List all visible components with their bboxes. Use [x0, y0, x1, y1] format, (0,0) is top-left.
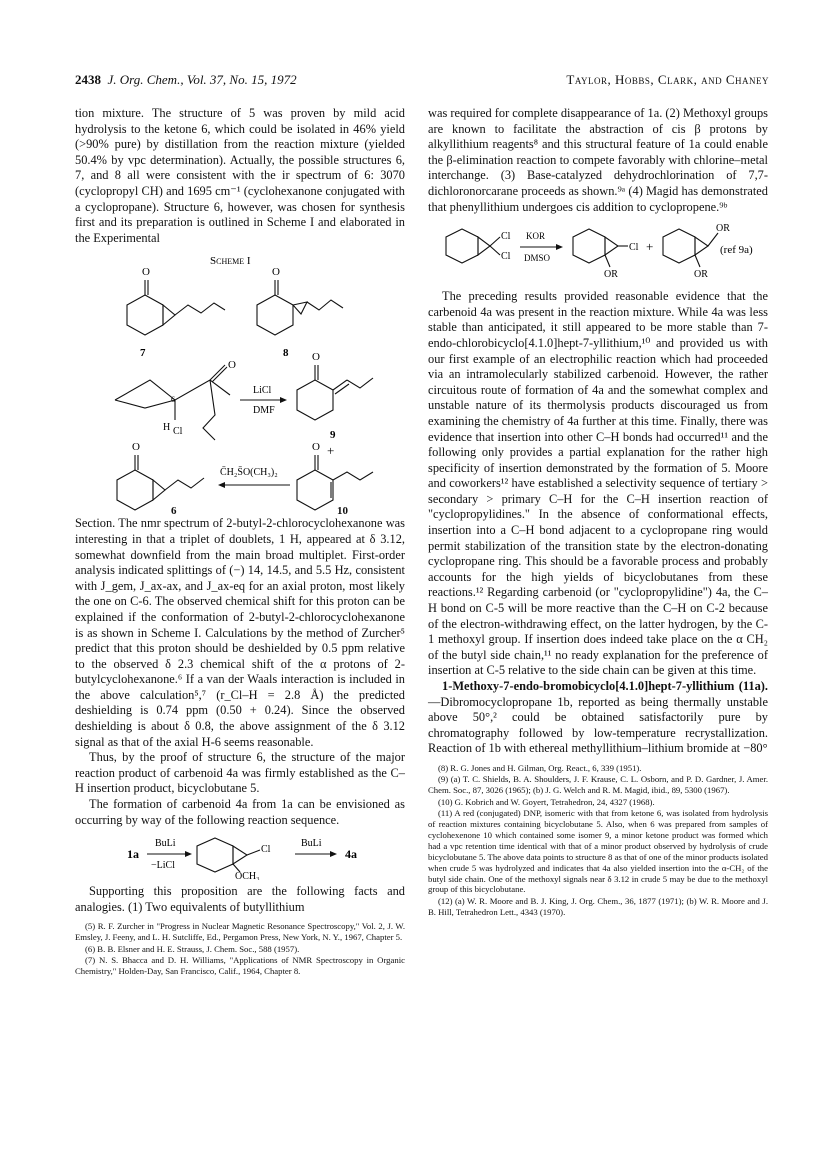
structure-10 [297, 455, 373, 510]
left-paragraph-2: Section. The nmr spectrum of 2-butyl-2-chlorocyclohexanone was interesting in that a triplet of doublets, 1 H, appeared at δ 3.12, somewhat downfield from the main broad multiplet. First-order analysis indicated splittings of (−) 14, 14.5, and 5.5 Hz, consistent with J_gem, J_ax-ax, and J_ax-eq for an axial proton, most likely the one on C-6. The observed chemical shift for this proton can be explained if the conformation of 2-butyl-2-chlorocyclohexanone is as shown in Scheme I. Calculations by the method of Zurcher⁵ predict that this proton should be deshielded by 0.5 ppm relative to the observed δ 2.3 chemical shift of the α protons of 2-butylcyclohexanone.⁶ If a van der Waals interaction is included in the above calculation⁵,⁷ (r_Cl–H = 2.8 Å) the predicted deshielding is 0.74 ppm (0.50 + 0.24). Since the observed deshielding is about δ 0.8, the above assignment of the δ 3.12 signal as that of the axial H-6 seems reasonable. [75, 516, 405, 749]
footnote-11: (11) A red (conjugated) DNP, isomeric with that from ketone 6, was isolated from hydrolysis of reaction mixtures containing bicyclobutane 5. Also, when 6 was prepared from samples of cyclohexenone 10 which contained some isomer 9, a minor ketone product was formed which had a vpc retention time identical with that of a minor product observed by hydrolysis of crude bicyclobutane 5. The above data points to structure 8 as that of one of the minor products isolated when crude 5 was hydrolyzed and indicates that 4a also yielded insertion into the α-CH₂ of the butyl side chain. One of the methoxyl signals near δ 3.12 in crude 5 may be due to the methoxyl group of this bicyclobutane. [428, 808, 768, 895]
scheme-title: Scheme I [210, 255, 251, 268]
label-7: 7 [140, 347, 146, 360]
footnote-5: (5) R. F. Zurcher in "Progress in Nuclear Magnetic Resonance Spectroscopy," Vol. 2, J. W. Emsley, J. Feeny, and L. H. Sutcliffe, Ed., Pergamon Press, New York, N. Y., 1967, Chapter 5. [75, 921, 405, 943]
left-column [75, 106, 405, 977]
left-paragraph-3: Thus, by the proof of structure 6, the structure of the major reaction product of carbenoid 4a was firmly established as the C–H insertion product, bicyclobutane 5. [75, 750, 405, 796]
right-paragraph-1: was required for complete disappearance of 1a. (2) Methoxyl groups are known to facilitate the abstraction of cis β protons by alkyllithium reagents⁸ and this structural feature of 1a could enable the β-elimination reaction to compete favorably with chlorine–metal interchange. (3) Base-catalyzed dehydrochlorination of 7,7-dichloronorcarane proceeds as shown.⁹ᵃ (4) Magid has demonstrated that phenyllithium undergoes cis addition to cyclopropene.⁹ᵇ [428, 106, 768, 214]
label-or: OR [694, 269, 708, 281]
product-structure-1 [573, 229, 628, 267]
structure-6 [117, 455, 204, 510]
label-dmf: DMF [253, 405, 275, 417]
structure-9 [297, 365, 373, 420]
dichloronorcarane-structure [446, 229, 500, 263]
label-och3: OCH₃ [235, 871, 260, 881]
label-buli-2: BuLi [301, 838, 322, 850]
label-cl: Cl [501, 231, 511, 243]
label-kor: KOR [526, 231, 546, 242]
plus-sign: + [327, 443, 335, 459]
left-paragraph-1: tion mixture. The structure of 5 was proven by mild acid hydrolysis to the ketone 6, which could be isolated in 46% yield (>90% pure) by distillation from the reaction mixture (yielded 50.4% by vpc determination). Actually, the possible structures 6, 7, and 8 all were consistent with the ir spectrum of 6: 3070 (cyclopropyl CH) and 1695 cm⁻¹ (cyclohexanone conjugated with a cyclopropane). Structure 6, however, was chosen for synthesis first and its preparation is outlined in Scheme I and elaborated in the Experimental [75, 106, 405, 245]
label-o: O [132, 441, 140, 454]
footnote-8: (8) R. G. Jones and H. Gilman, Org. React., 6, 339 (1951). [438, 762, 642, 773]
footnote-9: (9) (a) T. C. Shields, B. A. Shoulders, J. F. Krause, C. L. Osborn, and P. D. Gardner, J. Amer. Chem. Soc., 87, 3026 (1965); (b) J. G. Welch and R. M. Magid, ibid., 89, 5300 (1967). [428, 774, 768, 796]
label-1a: 1a [127, 847, 139, 862]
arrowhead [330, 851, 337, 857]
label-9: 9 [330, 429, 336, 442]
label-dmso: DMSO [524, 253, 551, 264]
header-left [75, 72, 297, 88]
page-number: 2438 [75, 72, 101, 87]
left-footnotes [75, 921, 405, 977]
footnote-7: (7) N. S. Bhacca and D. H. Williams, "Applications of NMR Spectroscopy in Organic Chemistry," Holden-Day, San Francisco, Calif., 1964, Chapter 8. [75, 955, 405, 977]
label-licl: LiCl [253, 385, 272, 397]
label-c6-position: 6 [171, 395, 175, 405]
product-structure-2 [663, 229, 718, 267]
arrowhead [556, 244, 563, 250]
right-paragraph-3 [428, 679, 768, 757]
label-h: H [163, 422, 171, 434]
structure-7 [127, 280, 225, 335]
right-footnotes [428, 763, 768, 918]
label-o: O [272, 266, 280, 279]
label-cl: Cl [501, 251, 511, 263]
label-o: O [312, 441, 320, 454]
label-o: O [142, 266, 150, 279]
journal-citation: J. Org. Chem., Vol. 37, No. 15, 1972 [107, 72, 297, 87]
header-authors: Taylor, Hobbs, Clark, and Chaney [566, 72, 769, 87]
footnote-10: (10) G. Kobrich and W. Goyert, Tetrahedron, 24, 4327 (1968). [438, 796, 655, 807]
label-or: OR [604, 269, 618, 281]
label-dimsyl: C̄H₂S̄O(CH₃)₂ [220, 467, 278, 479]
section-body: —Dibromocyclopropane 1b, reported as being thermally unstable above 50°,² could be obtained satisfactorily pure by chromatography followed by low-temperature recrystallization. Reaction of 1b with ethereal methyllithium–lithium bromide at −80° [428, 694, 768, 756]
right-column [428, 106, 768, 918]
plus-sign: + [646, 239, 654, 255]
label-cl: Cl [629, 242, 639, 254]
right-paragraph-2: The preceding results provided reasonable evidence that the carbenoid 4a was present in the reaction mixture. While 4a was less stable than anticipated, it still appeared to be more stable than 7-endo-chlorobicyclo[4.1.0]hept-7-yllithium,¹⁰ and provided us with our first example of an electrophilic reaction which had proceeded via an intramolecularly stabilized carbenoid. However, the rather circuitous route of formation of 4a and the somewhat complex and unstable nature of its thermolysis products discouraged us from examining the chemistry of 4a further at this time. Finally, there was evidence that insertion into other C–H bonds had occurred¹¹ and the following only provides a partial explanation for the rather high specificity of insertion demonstrated by the formation of 5. Moore and coworkers¹² have established a selectivity sequence of tertiary > secondary > primary C–H for the C–H insertion reaction of "cyclopropylidines." In the absence of conformational effects, insertion into a C–H bond adjacent to a cyclopropane ring would permit stabilization of the transition state by the electron-donating cyclopropane ring. This should be a favorable process and probably accounts for the high yields of bicyclobutanes from these reactions.¹² Regarding carbenoid (or "cyclopropylidine") 4a, the C–H bond on C-5 will be more reactive than the C–H on C-2 because of the electron-withdrawing effect, on the latter hydrogen, by the C-1 methoxyl group. If insertion does indeed take place on the α CH₂ of the butyl side chain,¹¹ no ready explanation for the preference of insertion at C-5 relative to the side chain can be given at this time. [428, 289, 768, 678]
label-cl: Cl [261, 844, 271, 856]
arrowhead [280, 397, 287, 403]
label-minus-licl: −LiCl [151, 860, 175, 872]
left-paragraph-5: Supporting this proposition are the following facts and analogies. (1) Two equivalents of butyllithium [75, 884, 405, 914]
arrowhead [218, 482, 225, 488]
label-10: 10 [337, 505, 348, 518]
page-header [75, 72, 769, 92]
reaction-sequence-2 [428, 219, 768, 285]
section-heading: 1-Methoxy-7-endo-bromobicyclo[4.1.0]hept-7-yllithium (11a). [442, 679, 768, 693]
label-o: O [228, 359, 236, 372]
label-ref-9a: (ref 9a) [720, 244, 753, 257]
label-o: O [312, 351, 320, 364]
footnote-12: (12) (a) W. R. Moore and B. J. King, J. Org. Chem., 36, 1877 (1971); (b) W. R. Moore and J. B. Hill, Tetrahedron Lett., 4343 (1970). [428, 895, 768, 917]
label-4a: 4a [345, 847, 357, 862]
label-or: OR [716, 223, 730, 235]
footnote-6: (6) B. B. Elsner and H. E. Strauss, J. Chem. Soc., 588 (1957). [85, 943, 300, 954]
arrowhead [185, 851, 192, 857]
label-8: 8 [283, 347, 289, 360]
label-cl: Cl [173, 426, 183, 438]
left-paragraph-4: The formation of carbenoid 4a from 1a can be envisioned as occurring by way of the following reaction sequence. [75, 797, 405, 827]
cyclopropene-structure [197, 838, 260, 872]
reaction-sequence-1 [75, 832, 405, 880]
structure-8 [257, 280, 343, 335]
scheme-1 [75, 250, 405, 512]
label-buli: BuLi [155, 838, 176, 850]
label-6: 6 [171, 505, 177, 518]
